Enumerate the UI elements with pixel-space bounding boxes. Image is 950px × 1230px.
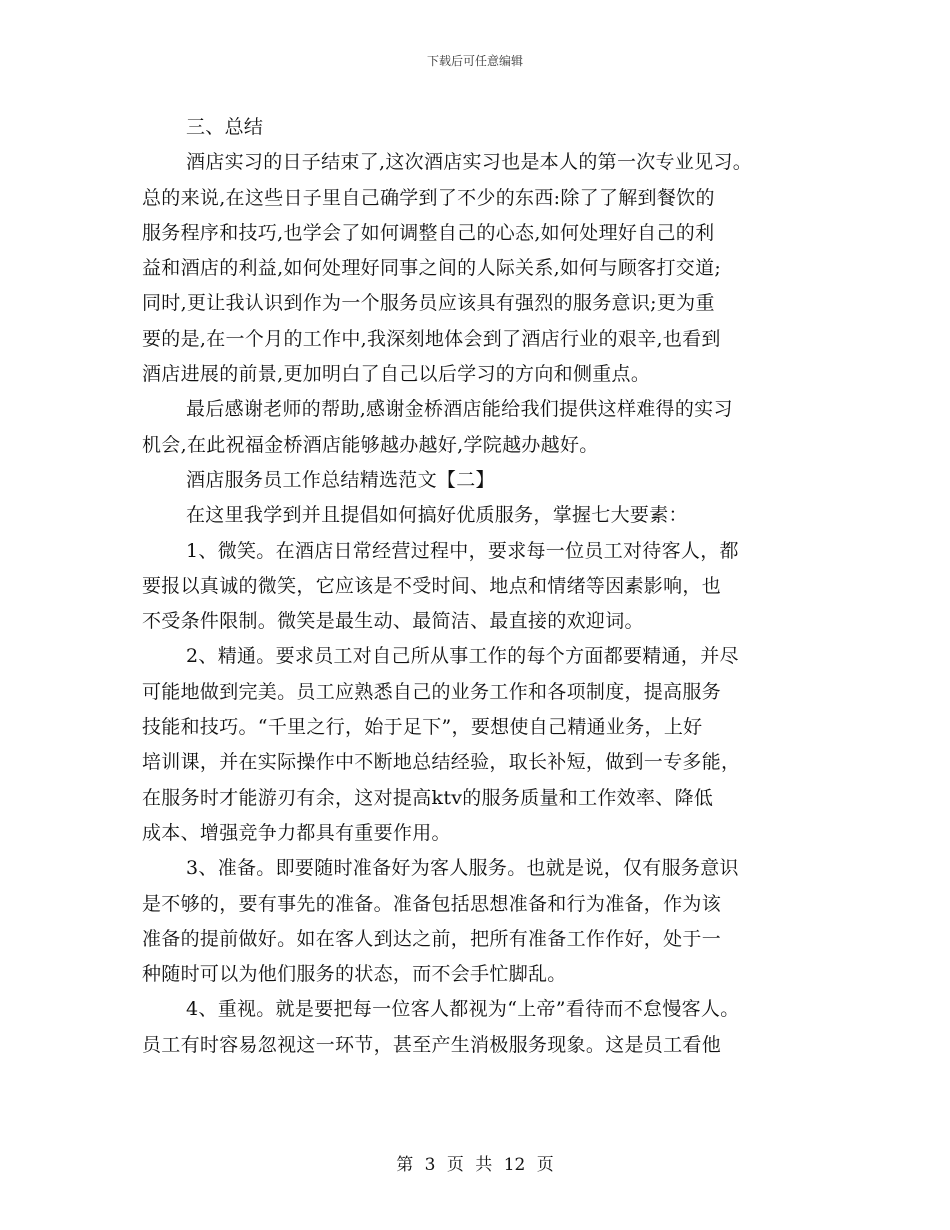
paragraph-line: 2、精通。要求员工对自己所从事工作的每个方面都要精通，并尽	[186, 645, 739, 668]
document-body	[142, 110, 822, 1063]
paragraph-line: 要报以真诚的微笑，它应该是不受时间、地点和情绪等因素影响，也	[142, 574, 722, 597]
paragraph-line: 1、微笑。在酒店日常经营过程中，要求每一位员工对待客人，都	[186, 539, 739, 562]
paragraph-line: 准备的提前做好。如在客人到达之前，把所有准备工作作好，处于一	[142, 927, 722, 950]
section-heading: 酒店服务员工作总结精选范文【二】	[186, 468, 495, 491]
paragraph-line: 最后感谢老师的帮助,感谢金桥酒店能给我们提供这样难得的实习	[186, 398, 733, 421]
paragraph-line: 4、重视。就是要把每一位客人都视为“上帝”看待而不怠慢客人。	[186, 998, 740, 1021]
paragraph-line: 种随时可以为他们服务的状态，而不会手忙脚乱。	[142, 963, 567, 986]
paragraph-line: 酒店进展的前景,更加明白了自己以后学习的方向和侧重点。	[142, 363, 651, 386]
paragraph-line: 技能和技巧。“千里之行，始于足下”，要想使自己精通业务，上好	[142, 716, 703, 739]
paragraph-line: 在这里我学到并且提倡如何搞好优质服务，掌握七大要素：	[186, 504, 688, 527]
paragraph-line: 益和酒店的利益,如何处理好同事之间的人际关系,如何与顾客打交道;	[142, 257, 722, 280]
paragraph-line: 可能地做到完美。员工应熟悉自己的业务工作和各项制度，提高服务	[142, 680, 722, 703]
paragraph-line: 员工有时容易忽视这一环节，甚至产生消极服务现象。这是员工看他	[142, 1033, 722, 1056]
paragraph-line: 3、准备。即要随时准备好为客人服务。也就是说，仅有服务意识	[186, 857, 739, 880]
page-number: 第 3 页 共 12 页	[396, 1155, 554, 1175]
paragraph-line: 成本、增强竞争力都具有重要作用。	[142, 821, 451, 844]
paragraph-line: 要的是,在一个月的工作中,我深刻地体会到了酒店行业的艰辛,也看到	[142, 327, 721, 350]
paragraph-line: 机会,在此祝福金桥酒店能够越办越好,学院越办越好。	[142, 433, 599, 456]
paragraph-line: 酒店实习的日子结束了,这次酒店实习也是本人的第一次专业见习。	[186, 151, 753, 174]
paragraph-line: 总的来说,在这些日子里自己确学到了不少的东西:除了了解到餐饮的	[142, 186, 715, 209]
page-header: 下载后可任意编辑	[426, 54, 523, 68]
section-heading: 三、总结	[186, 116, 264, 138]
paragraph-line: 同时,更让我认识到作为一个服务员应该具有强烈的服务意识;更为重	[142, 292, 715, 315]
paragraph-line: 不受条件限制。微笑是最生动、最简洁、最直接的欢迎词。	[142, 610, 644, 633]
paragraph-line: 在服务时才能游刃有余，这对提高ktv的服务质量和工作效率、降低	[142, 786, 714, 809]
paragraph-line: 培训课，并在实际操作中不断地总结经验，取长补短，做到一专多能，	[142, 751, 741, 774]
paragraph-line: 是不够的，要有事先的准备。准备包括思想准备和行为准备，作为该	[142, 892, 722, 915]
paragraph-line: 服务程序和技巧,也学会了如何调整自己的心态,如何处理好自己的利	[142, 221, 715, 244]
